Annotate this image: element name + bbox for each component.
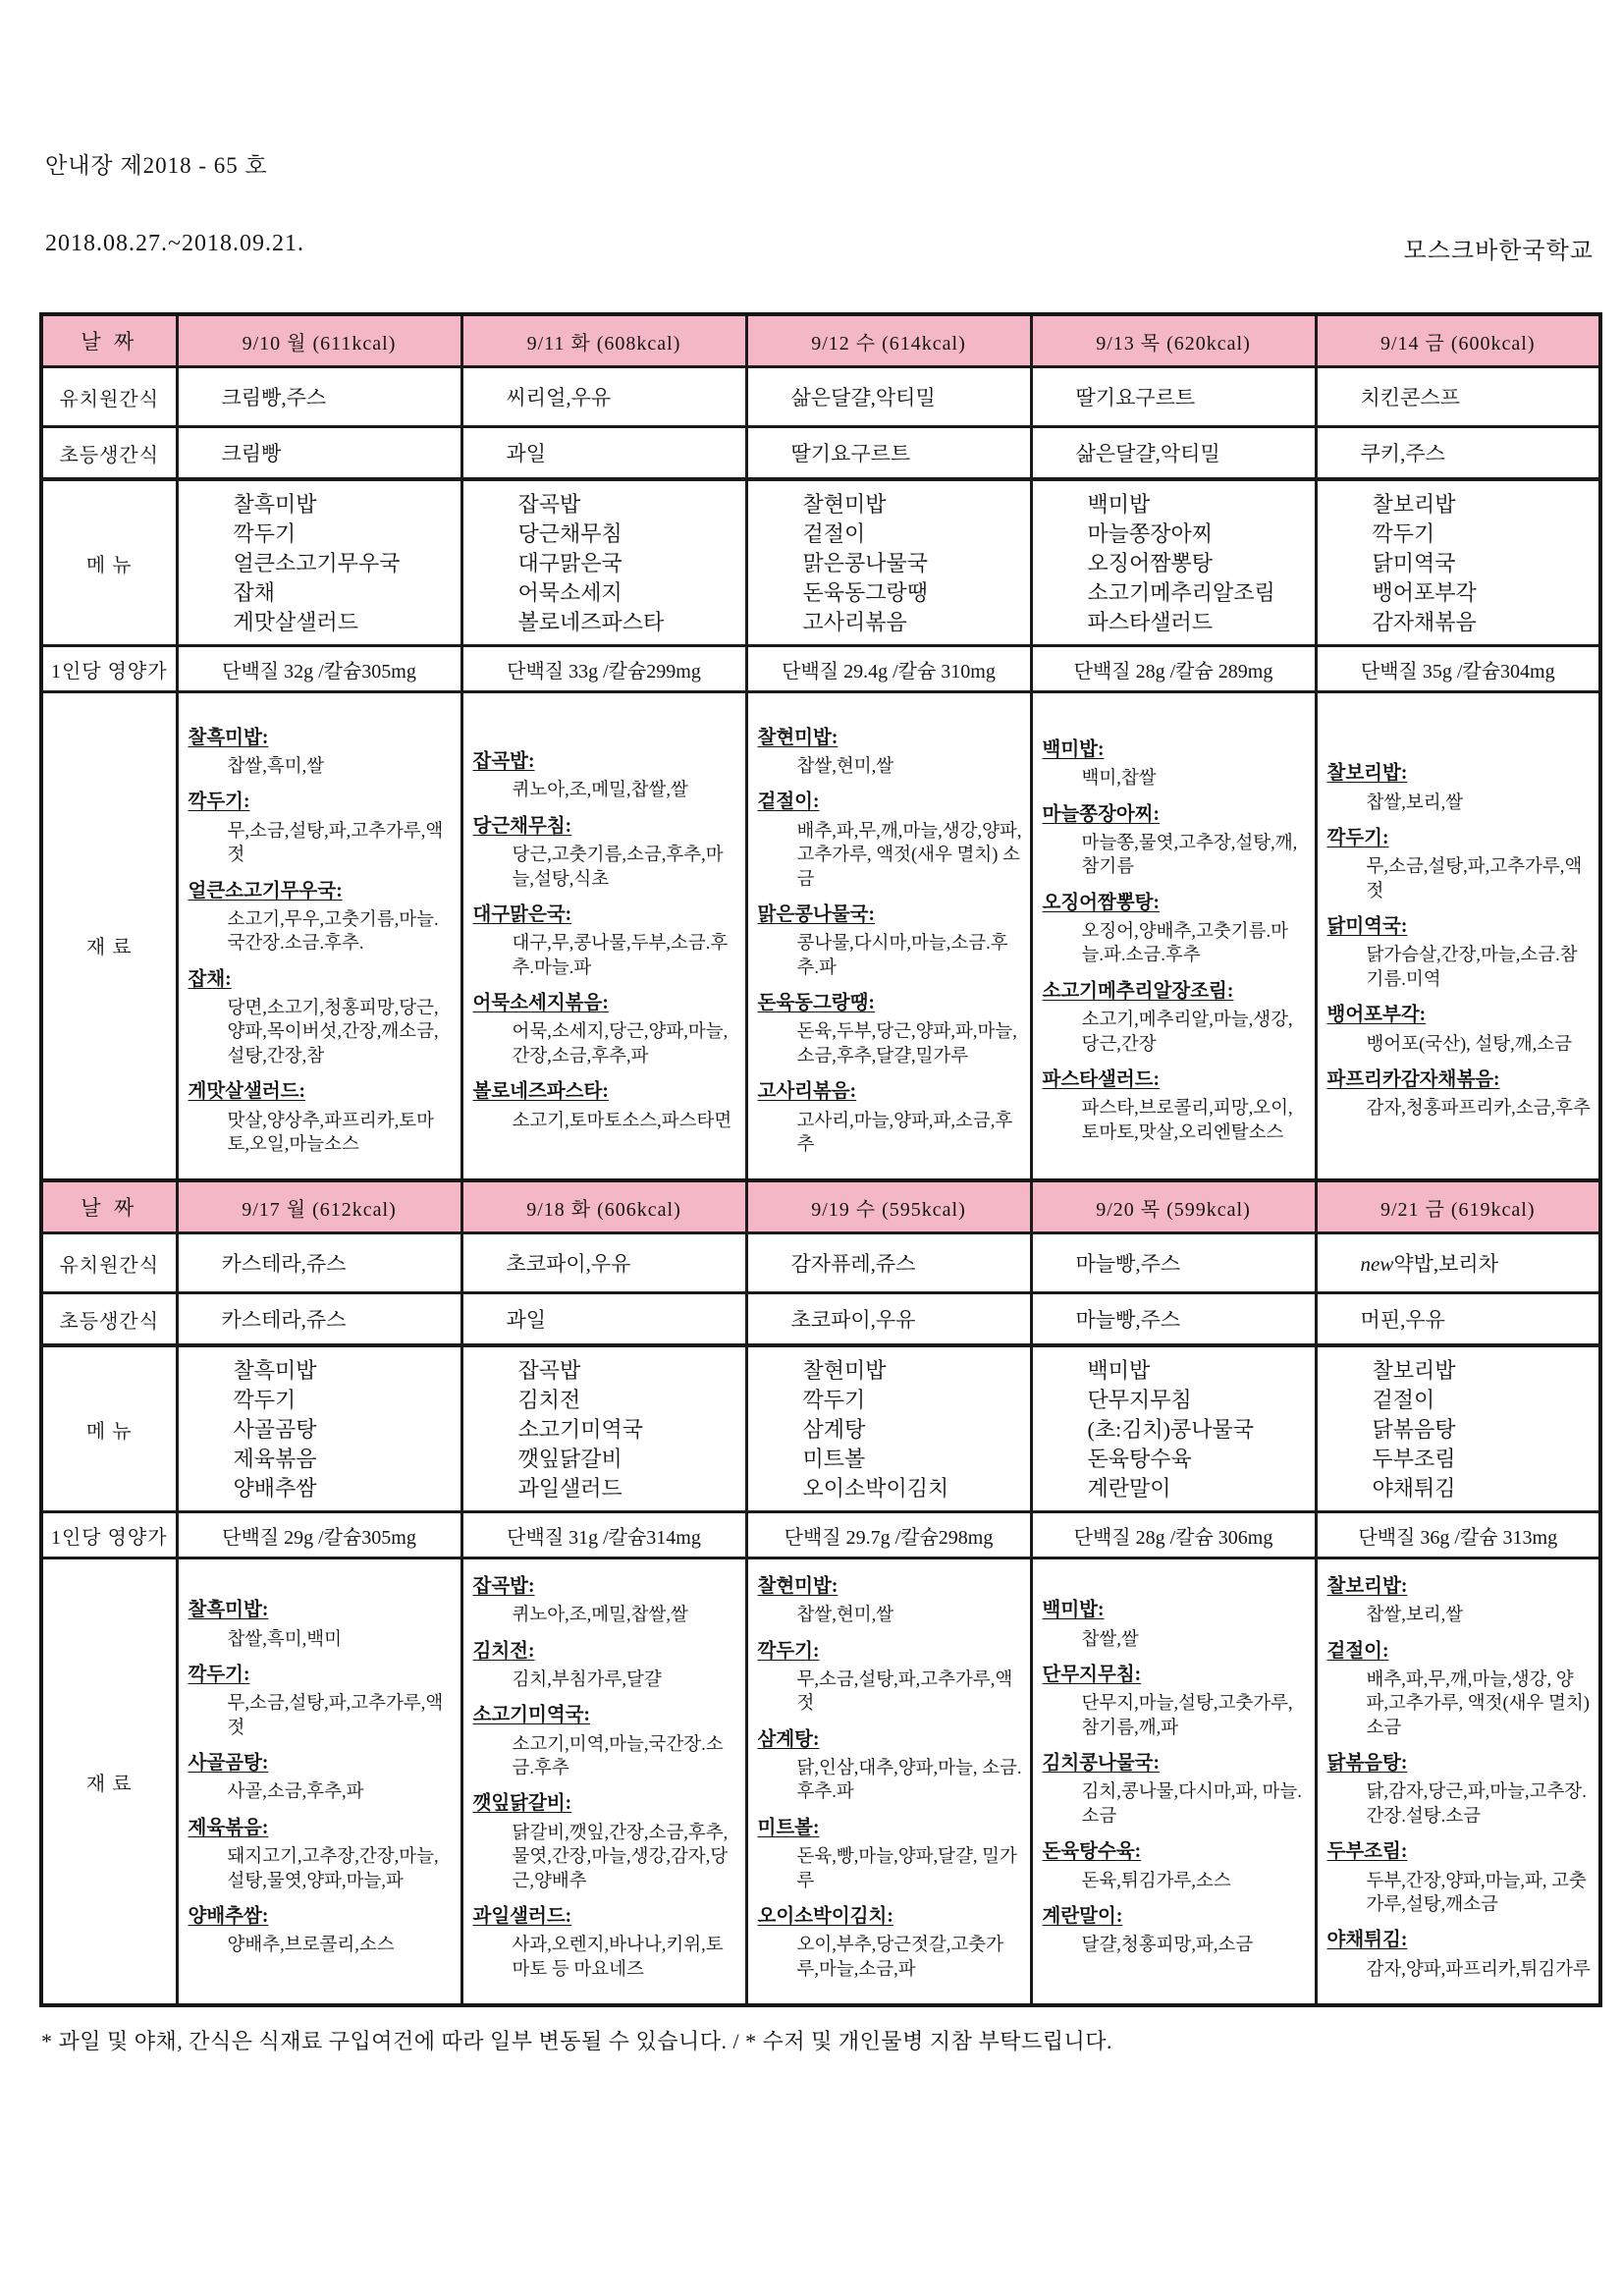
dish-ingredients: 배추,파,무,깨,마늘,생강, 양파,고추가루, 액젓(새우 멸치) 소금 bbox=[1366, 1669, 1590, 1738]
menu-cell-4 bbox=[1031, 479, 1316, 646]
ingredients-cell-5 bbox=[1316, 1558, 1600, 2006]
dish-name: 두부조림: bbox=[1326, 1841, 1408, 1863]
menu-item: 돈육동그랑땡 bbox=[802, 579, 929, 605]
menu-item: 사골곰탕 bbox=[233, 1417, 317, 1443]
dish-ingredients: 소고기,무우,고춧기름,마늘.국간장.소금.후추. bbox=[227, 909, 439, 955]
elementary-snack-cell-5: 머핀,우유 bbox=[1316, 1293, 1600, 1346]
dish-ingredients: 김치,콩나물,다시마,파, 마늘.소금 bbox=[1081, 1782, 1302, 1827]
nutrition-cell-1: 단백질 29g /칼슘305mg bbox=[177, 1512, 461, 1558]
dish-ingredients: 콩나물,다시마,마늘,소금.후추.파 bbox=[796, 934, 1008, 978]
kindergarten-snack-cell-2: 씨리얼,우유 bbox=[461, 367, 746, 427]
menu-item: 삼계탕 bbox=[802, 1417, 866, 1443]
dish-name: 오징어짬뽕탕: bbox=[1042, 892, 1161, 913]
dish-ingredients: 찹쌀,현미,쌀 bbox=[796, 756, 894, 777]
menu-cell-5 bbox=[1316, 1345, 1600, 1512]
dish-name: 양배추쌈: bbox=[188, 1906, 269, 1928]
menu-item: 맑은콩나물국 bbox=[802, 551, 929, 576]
footer-note: * 과일 및 야채, 간식은 식재료 구입여건에 따라 일부 변동될 수 있습니다. / * 수저 및 개인물병 지참 부탁드립니다. bbox=[41, 2029, 1112, 2053]
ingredients-cell-2 bbox=[461, 1558, 746, 2006]
dish-name: 마늘쫑장아찌: bbox=[1042, 803, 1161, 825]
dish-ingredients: 파스타,브로콜리,피망,오이,토마토,맛살,오리엔탈소스 bbox=[1081, 1099, 1293, 1143]
dish-ingredients: 찹쌀,보리,쌀 bbox=[1366, 793, 1464, 813]
dish-name: 겉절이: bbox=[757, 792, 820, 813]
nutrition-cell-1: 단백질 32g /칼슘305mg bbox=[177, 646, 461, 692]
dish-ingredients: 찹쌀,보리,쌀 bbox=[1366, 1606, 1464, 1626]
dish-name: 김치전: bbox=[472, 1640, 535, 1662]
dish-name: 소고기미역국: bbox=[472, 1705, 591, 1726]
menu-item: 양배추쌈 bbox=[233, 1475, 317, 1501]
dish-name: 뱅어포부각: bbox=[1326, 1005, 1427, 1026]
dish-ingredients: 돼지고기,고추장,간장,마늘,설탕,물엿,양파,마늘,파 bbox=[227, 1847, 439, 1891]
dish-ingredients: 소고기,미역,마늘,국간장.소금.후추 bbox=[512, 1734, 724, 1779]
dish-ingredients: 찹쌀,흑미,쌀 bbox=[227, 756, 325, 777]
menu-cell-1 bbox=[177, 479, 461, 646]
dish-name: 찰보리밥: bbox=[1326, 763, 1408, 785]
elementary-snack-cell-4: 삶은달걀,악티밀 bbox=[1031, 427, 1316, 480]
dish-name: 삼계탕: bbox=[757, 1728, 820, 1750]
menu-item: 고사리볶음 bbox=[802, 609, 907, 634]
menu-item: 어묵소세지 bbox=[517, 579, 622, 605]
kindergarten-snack-cell-5: 치킨콘스프 bbox=[1316, 367, 1600, 427]
menu-cell-1 bbox=[177, 1345, 461, 1512]
menu-item: 겉절이 bbox=[802, 521, 866, 547]
menu-item: 백미밥 bbox=[1087, 492, 1151, 518]
dish-name: 사골곰탕: bbox=[188, 1753, 269, 1775]
dish-name: 잡곡밥: bbox=[472, 750, 535, 772]
menu-item: 깍두기 bbox=[233, 521, 297, 547]
menu-item: 오징어짬뽕탕 bbox=[1087, 551, 1214, 576]
dish-ingredients: 대구,무,콩나물,두부,소금.후추.마늘.파 bbox=[512, 934, 729, 978]
dish-name: 깍두기: bbox=[188, 792, 250, 813]
menu-item: 단무지무침 bbox=[1087, 1388, 1192, 1413]
dish-name: 파스타샐러드: bbox=[1042, 1069, 1161, 1091]
dish-name: 깍두기: bbox=[1326, 827, 1389, 848]
dish-name: 미트볼: bbox=[757, 1817, 820, 1838]
dish-ingredients: 닭갈비,깻잎,간장,소금,후추,물엿,간장,마늘,생강,감자,당근,양배추 bbox=[512, 1823, 729, 1891]
menu-item: 닭볶음탕 bbox=[1372, 1417, 1456, 1443]
school-name: 모스크바한국학교 bbox=[1403, 239, 1594, 264]
dish-ingredients: 사골,소금,후추,파 bbox=[227, 1782, 364, 1803]
ingredients-cell-3 bbox=[746, 1558, 1031, 2006]
menu-cell-3 bbox=[746, 479, 1031, 646]
dish-ingredients: 돈육,두부,당근,양파,파,마늘,소금,후추,달걀,밀가루 bbox=[796, 1022, 1017, 1066]
dish-name: 파프리카감자채볶음: bbox=[1326, 1069, 1500, 1091]
day-header-2: 9/11 화 (608kcal) bbox=[461, 314, 746, 367]
kindergarten-snack-cell-1: 카스테라,쥬스 bbox=[177, 1233, 461, 1293]
menu-item: 감자채볶음 bbox=[1372, 609, 1477, 634]
menu-item: 뱅어포부각 bbox=[1372, 579, 1477, 605]
dish-name: 오이소박이김치: bbox=[757, 1906, 893, 1928]
menu-item: 겉절이 bbox=[1372, 1388, 1435, 1413]
dish-ingredients: 닭,인삼,대추,양파,마늘, 소금.후추.파 bbox=[796, 1759, 1022, 1803]
elementary-snack-cell-2: 과일 bbox=[461, 1293, 746, 1346]
dish-name: 깍두기: bbox=[757, 1640, 820, 1662]
menu-item: 찰현미밥 bbox=[802, 492, 887, 518]
dish-name: 찰현미밥: bbox=[757, 727, 839, 748]
row-label-nutrition: 1인당 영양가 bbox=[41, 646, 177, 692]
dish-name: 볼로네즈파스타: bbox=[472, 1081, 609, 1103]
day-header-3: 9/19 수 (595kcal) bbox=[746, 1180, 1031, 1233]
dish-name: 야채튀김: bbox=[1326, 1930, 1408, 1951]
row-label-kindergarten-snack: 유치원간식 bbox=[41, 1233, 177, 1293]
menu-cell-5 bbox=[1316, 479, 1600, 646]
dish-ingredients: 마늘쫑,물엿,고추장,설탕,깨,참기름 bbox=[1081, 833, 1298, 878]
dish-name: 돈육탕수육: bbox=[1042, 1841, 1142, 1863]
day-header-1: 9/17 월 (612kcal) bbox=[177, 1180, 461, 1233]
dish-ingredients: 배추,파,무,깨,마늘,생강,양파,고추가루, 액젓(새우 멸치) 소금 bbox=[796, 821, 1022, 890]
dish-name: 백미밥: bbox=[1042, 738, 1105, 760]
dish-ingredients: 무,소금,설탕,파,고추가루,액젓 bbox=[1366, 857, 1583, 902]
menu-item: 마늘쫑장아찌 bbox=[1087, 521, 1214, 547]
dish-ingredients: 당면,소고기,청홍피망,당근,양파,목이버섯,간장,깨소금,설탕,간장,참 bbox=[227, 999, 439, 1066]
day-header-3: 9/12 수 (614kcal) bbox=[746, 314, 1031, 367]
menu-item: 깻잎닭갈비 bbox=[517, 1446, 622, 1471]
menu-item: 두부조림 bbox=[1372, 1446, 1456, 1471]
menu-item: 오이소박이김치 bbox=[802, 1475, 949, 1501]
dish-ingredients: 무,소금,설탕,파,고추가루,액젓 bbox=[227, 821, 444, 866]
dish-name: 김치콩나물국: bbox=[1042, 1753, 1161, 1775]
dish-ingredients: 닭,감자,당근,파,마늘,고추장.간장.설탕.소금 bbox=[1366, 1782, 1587, 1827]
menu-item: 찰보리밥 bbox=[1372, 492, 1456, 518]
menu-item: 깍두기 bbox=[802, 1388, 866, 1413]
kindergarten-snack-cell-4: 딸기요구르트 bbox=[1031, 367, 1316, 427]
dish-name: 고사리볶음: bbox=[757, 1081, 857, 1103]
dish-ingredients: 찹쌀,현미,쌀 bbox=[796, 1606, 894, 1626]
dish-ingredients: 달걀,청홍피망,파,소금 bbox=[1081, 1936, 1254, 1956]
menu-item: 제육볶음 bbox=[233, 1446, 317, 1471]
kindergarten-snack-cell-2: 초코파이,우유 bbox=[461, 1233, 746, 1293]
menu-table-1 bbox=[39, 312, 1602, 1200]
ingredients-cell-5 bbox=[1316, 692, 1600, 1199]
dish-name: 소고기메추리알장조림: bbox=[1042, 980, 1234, 1002]
dish-ingredients: 오징어,양배추,고춧기름.마늘.파.소금.후추 bbox=[1081, 922, 1288, 966]
menu-item: 파스타샐러드 bbox=[1087, 609, 1214, 634]
dish-ingredients: 찹쌀,쌀 bbox=[1081, 1629, 1139, 1650]
ingredients-cell-1 bbox=[177, 692, 461, 1199]
dish-ingredients: 무,소금,설탕,파,고추가루,액젓 bbox=[796, 1669, 1013, 1715]
dish-ingredients: 소고기,메추리알,마늘,생강,당근,간장 bbox=[1081, 1011, 1293, 1055]
menu-item: 깍두기 bbox=[1372, 521, 1435, 547]
menu-item: 야채튀김 bbox=[1372, 1475, 1456, 1501]
dish-ingredients: 찹쌀,흑미,백미 bbox=[227, 1629, 342, 1650]
menu-item: 미트볼 bbox=[802, 1446, 866, 1471]
dish-ingredients: 김치,부침가루,달걀 bbox=[512, 1669, 662, 1690]
dish-ingredients: 양배추,브로콜리,소스 bbox=[227, 1936, 395, 1956]
nutrition-cell-4: 단백질 28g /칼슘 289mg bbox=[1031, 646, 1316, 692]
ingredients-cell-2 bbox=[461, 692, 746, 1199]
elementary-snack-cell-4: 마늘빵,주스 bbox=[1031, 1293, 1316, 1346]
kindergarten-snack-cell-1: 크림빵,주스 bbox=[177, 367, 461, 427]
menu-table-2 bbox=[39, 1178, 1602, 2007]
elementary-snack-cell-1: 카스테라,쥬스 bbox=[177, 1293, 461, 1346]
elementary-snack-cell-2: 과일 bbox=[461, 427, 746, 480]
dish-ingredients: 닭가슴살,간장,마늘,소금.참기름.미역 bbox=[1366, 946, 1578, 990]
menu-item: 게맛살샐러드 bbox=[233, 609, 359, 634]
nutrition-cell-2: 단백질 33g /칼슘299mg bbox=[461, 646, 746, 692]
nutrition-cell-4: 단백질 28g /칼슘 306mg bbox=[1031, 1512, 1316, 1558]
row-label-ingredients: 재 료 bbox=[41, 1558, 177, 2006]
dish-ingredients: 어묵,소세지,당근,양파,마늘,간장,소금,후추,파 bbox=[512, 1022, 729, 1066]
dish-ingredients: 감자,양파,파프리카,튀김가루 bbox=[1366, 1959, 1591, 1980]
dish-ingredients: 뱅어포(국산), 설탕,깨,소금 bbox=[1366, 1034, 1573, 1055]
menu-item: 볼로네즈파스타 bbox=[517, 609, 665, 634]
dish-name: 게맛살샐러드: bbox=[188, 1081, 306, 1103]
dish-name: 깻잎닭갈비: bbox=[472, 1793, 572, 1815]
dish-ingredients: 고사리,마늘,양파,파,소금,후추 bbox=[796, 1111, 1013, 1156]
dish-name: 맑은콩나물국: bbox=[757, 903, 876, 925]
menu-item: 당근채무침 bbox=[517, 521, 622, 547]
row-label-menu: 메 뉴 bbox=[41, 1345, 177, 1512]
nutrition-cell-3: 단백질 29.7g /칼슘298mg bbox=[746, 1512, 1031, 1558]
menu-item: 소고기미역국 bbox=[517, 1417, 644, 1443]
kindergarten-snack-cell-3: 감자퓨레,쥬스 bbox=[746, 1233, 1031, 1293]
dish-name: 찰보리밥: bbox=[1326, 1575, 1408, 1597]
menu-cell-2 bbox=[461, 1345, 746, 1512]
menu-item: 찰흑미밥 bbox=[233, 492, 317, 518]
dish-ingredients: 돈육,빵,마늘,양파,달걀, 밀가루 bbox=[796, 1847, 1017, 1891]
ingredients-cell-3 bbox=[746, 692, 1031, 1199]
elementary-snack-cell-5: 쿠키,주스 bbox=[1316, 427, 1600, 480]
menu-item: 백미밥 bbox=[1087, 1358, 1151, 1384]
day-header-5: 9/21 금 (619kcal) bbox=[1316, 1180, 1600, 1233]
dish-ingredients: 오이,부추,당근젓갈,고춧가루,마늘,소금,파 bbox=[796, 1936, 1003, 1980]
day-header-5: 9/14 금 (600kcal) bbox=[1316, 314, 1600, 367]
dish-ingredients: 사과,오렌지,바나나,키위,토마토 등 마요네즈 bbox=[512, 1936, 724, 1980]
dish-name: 깍두기: bbox=[188, 1664, 250, 1685]
ingredients-cell-1 bbox=[177, 1558, 461, 2006]
day-header-1: 9/10 월 (611kcal) bbox=[177, 314, 461, 367]
dish-ingredients: 퀴노아,조,메밀,찹쌀,쌀 bbox=[512, 781, 688, 801]
nutrition-cell-5: 단백질 36g /칼슘 313mg bbox=[1316, 1512, 1600, 1558]
doc-number: 안내장 제2018 - 65 호 bbox=[45, 153, 268, 178]
dish-name: 돈육동그랑땡: bbox=[757, 993, 876, 1014]
dish-ingredients: 퀴노아,조,메밀,찹쌀,쌀 bbox=[512, 1606, 688, 1626]
menu-cell-3 bbox=[746, 1345, 1031, 1512]
menu-item: 잡곡밥 bbox=[517, 1358, 581, 1384]
row-label-ingredients: 재 료 bbox=[41, 692, 177, 1199]
dish-name: 잡곡밥: bbox=[472, 1575, 535, 1597]
dish-ingredients: 단무지,마늘,설탕,고춧가루,참기름,깨,파 bbox=[1081, 1694, 1293, 1738]
elementary-snack-cell-1: 크림빵 bbox=[177, 427, 461, 480]
dish-name: 겉절이: bbox=[1326, 1640, 1389, 1662]
row-label-date: 날 짜 bbox=[41, 314, 177, 367]
day-header-2: 9/18 화 (606kcal) bbox=[461, 1180, 746, 1233]
menu-item: 찰현미밥 bbox=[802, 1358, 887, 1384]
dish-name: 찰현미밥: bbox=[757, 1575, 839, 1597]
elementary-snack-cell-3: 딸기요구르트 bbox=[746, 427, 1031, 480]
dish-ingredients: 소고기,토마토소스,파스타면 bbox=[512, 1111, 732, 1131]
kindergarten-snack-cell-5: new약밥,보리차 bbox=[1316, 1233, 1600, 1293]
dish-name: 닭미역국: bbox=[1326, 916, 1408, 938]
dish-name: 어묵소세지볶음: bbox=[472, 993, 609, 1014]
menu-cell-2 bbox=[461, 479, 746, 646]
menu-item: 돈육탕수육 bbox=[1087, 1446, 1192, 1471]
nutrition-cell-5: 단백질 35g /칼슘304mg bbox=[1316, 646, 1600, 692]
menu-item: 닭미역국 bbox=[1372, 551, 1456, 576]
date-range: 2018.08.27.~2018.09.21. bbox=[45, 231, 304, 256]
dish-name: 백미밥: bbox=[1042, 1600, 1105, 1621]
menu-item: 깍두기 bbox=[233, 1388, 297, 1413]
menu-item: 소고기메추리알조림 bbox=[1087, 579, 1275, 605]
menu-item: 김치전 bbox=[517, 1388, 581, 1413]
day-header-4: 9/13 목 (620kcal) bbox=[1031, 314, 1316, 367]
row-label-elementary-snack: 초등생간식 bbox=[41, 1293, 177, 1346]
elementary-snack-cell-3: 초코파이,우유 bbox=[746, 1293, 1031, 1346]
row-label-elementary-snack: 초등생간식 bbox=[41, 427, 177, 480]
kindergarten-snack-cell-3: 삶은달걀,악티밀 bbox=[746, 367, 1031, 427]
menu-item: (초:김치)콩나물국 bbox=[1087, 1417, 1255, 1443]
row-label-nutrition: 1인당 영양가 bbox=[41, 1512, 177, 1558]
ingredients-cell-4 bbox=[1031, 1558, 1316, 2006]
row-label-kindergarten-snack: 유치원간식 bbox=[41, 367, 177, 427]
dish-name: 찰흑미밥: bbox=[188, 1600, 269, 1621]
dish-ingredients: 돈육,튀김가루,소스 bbox=[1081, 1871, 1231, 1891]
ingredients-cell-4 bbox=[1031, 692, 1316, 1199]
dish-name: 닭볶음탕: bbox=[1326, 1753, 1408, 1775]
dish-ingredients: 맛살,양상추,파프리카,토마토,오일,마늘소스 bbox=[227, 1111, 434, 1156]
menu-item: 대구맑은국 bbox=[517, 551, 622, 576]
row-label-date: 날 짜 bbox=[41, 1180, 177, 1233]
menu-item: 찰보리밥 bbox=[1372, 1358, 1456, 1384]
dish-name: 단무지무침: bbox=[1042, 1664, 1142, 1685]
dish-ingredients: 감자,청홍파프리카,소금,후추 bbox=[1366, 1099, 1591, 1120]
menu-item: 잡채 bbox=[233, 579, 276, 605]
menu-item: 얼큰소고기무우국 bbox=[233, 551, 401, 576]
menu-cell-4 bbox=[1031, 1345, 1316, 1512]
dish-ingredients: 백미,찹쌀 bbox=[1081, 769, 1157, 790]
dish-name: 계란말이: bbox=[1042, 1906, 1123, 1928]
dish-name: 대구맑은국: bbox=[472, 903, 572, 925]
kindergarten-snack-cell-4: 마늘빵,주스 bbox=[1031, 1233, 1316, 1293]
menu-item: 과일샐러드 bbox=[517, 1475, 622, 1501]
dish-name: 얼큰소고기무우국: bbox=[188, 880, 343, 902]
dish-ingredients: 무,소금,설탕,파,고추가루,액젓 bbox=[227, 1694, 444, 1738]
dish-ingredients: 두부,간장,양파,마늘,파, 고춧가루,설탕,깨소금 bbox=[1366, 1871, 1587, 1916]
dish-name: 당근채무침: bbox=[472, 815, 572, 837]
dish-name: 과일샐러드: bbox=[472, 1906, 572, 1928]
dish-name: 잡채: bbox=[188, 968, 232, 990]
nutrition-cell-2: 단백질 31g /칼슘314mg bbox=[461, 1512, 746, 1558]
menu-item: 찰흑미밥 bbox=[233, 1358, 317, 1384]
day-header-4: 9/20 목 (599kcal) bbox=[1031, 1180, 1316, 1233]
nutrition-cell-3: 단백질 29.4g /칼슘 310mg bbox=[746, 646, 1031, 692]
dish-ingredients: 당근,고춧기름,소금,후추,마늘,설탕,식초 bbox=[512, 846, 724, 890]
menu-item: 계란말이 bbox=[1087, 1475, 1171, 1501]
dish-name: 제육볶음: bbox=[188, 1817, 269, 1838]
menu-item: 잡곡밥 bbox=[517, 492, 581, 518]
row-label-menu: 메 뉴 bbox=[41, 479, 177, 646]
dish-name: 찰흑미밥: bbox=[188, 727, 269, 748]
